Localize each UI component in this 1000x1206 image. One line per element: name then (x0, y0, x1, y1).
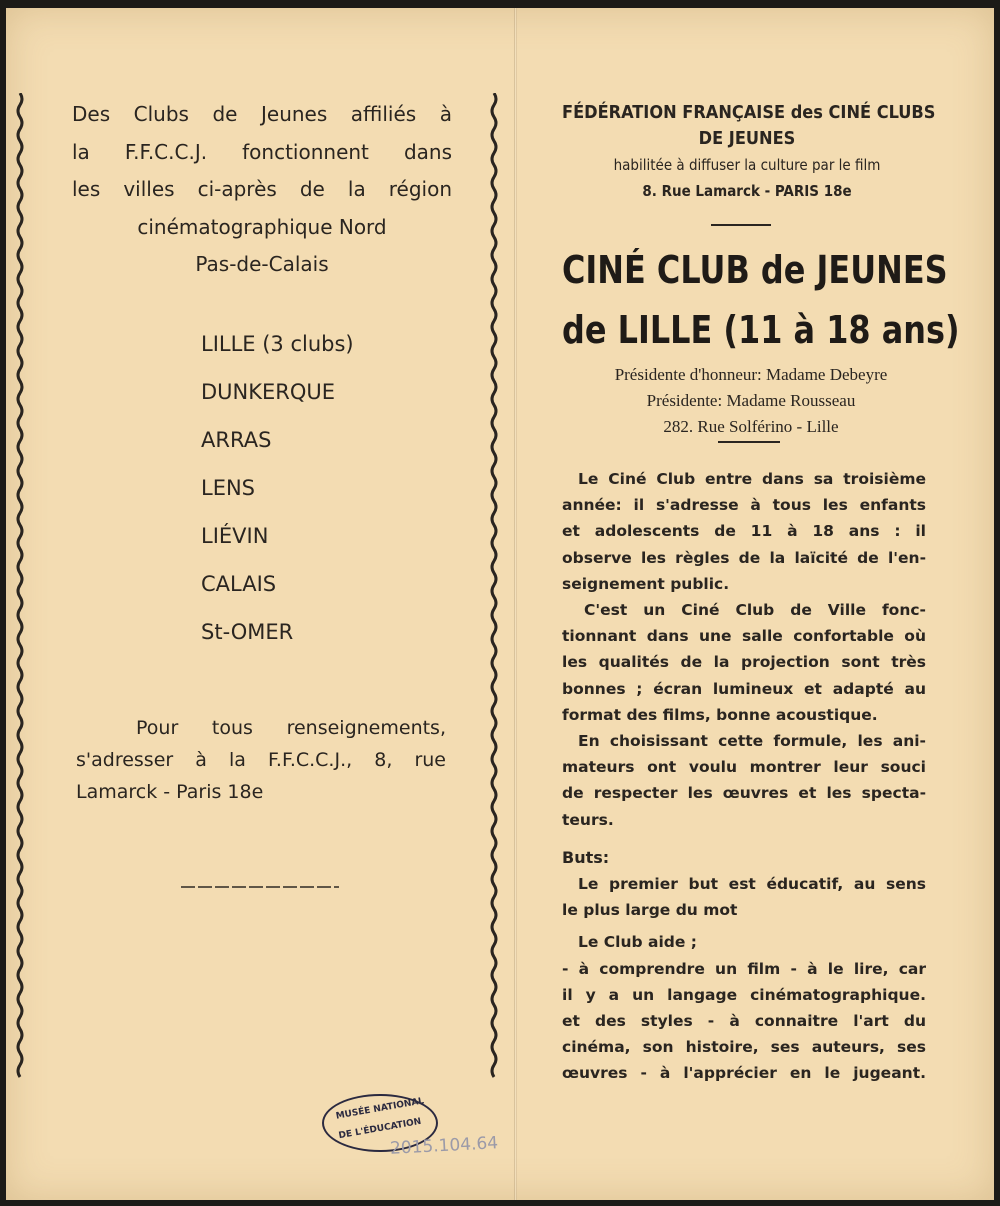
goals-line: cinéma, son histoire, ses auteurs, ses (562, 1038, 926, 1057)
body-line: les qualités de la projection sont très (562, 653, 926, 672)
body-line: teurs. (562, 810, 614, 829)
contact-line: s'adresser à la F.F.C.C.J., 8, rue (76, 749, 446, 771)
stamp-line: DE L'ÉDUCATION (337, 1116, 423, 1142)
federation-header (562, 100, 936, 204)
body-line: de respecter les œuvres et les specta- (562, 784, 926, 803)
city-item: CALAIS (201, 572, 277, 596)
city-item: ARRAS (201, 428, 272, 452)
intro-line: Des Clubs de Jeunes affiliés à (72, 102, 452, 126)
affiliated-clubs-intro (72, 96, 452, 284)
city-list (201, 324, 461, 660)
body-line: tionnant dans une salle confortable où (562, 627, 926, 646)
intro-line: cinématographique Nord (137, 214, 387, 239)
federation-line: DE JEUNES (698, 128, 796, 149)
body-line: format des films, bonne acoustique. (562, 705, 878, 724)
goals-line: il y a un langage cinématographique. (562, 985, 926, 1004)
center-wavy-border (490, 93, 498, 1078)
left-wavy-border (16, 93, 24, 1078)
body-line: observe les règles de la laïcité de l'en- (562, 548, 926, 567)
intro-line: la F.F.C.C.J. fonctionnent dans (72, 139, 452, 164)
federation-address: 8. Rue Lamarck - PARIS 18e (642, 182, 852, 200)
leaflet-sheet (6, 8, 994, 1200)
officer-line: Présidente: Madame Rousseau (646, 391, 856, 410)
stamp-line: MUSÉE NATIONAL (335, 1096, 425, 1122)
contact-line: Pour tous renseignements, (136, 717, 446, 739)
title-line: de LILLE (11 à 18 ans) (562, 308, 960, 352)
body-line: C'est un Ciné Club de Ville fonc- (584, 601, 926, 620)
header-divider (711, 224, 771, 226)
club-description (562, 466, 926, 1087)
city-item: DUNKERQUE (201, 380, 336, 404)
center-fold (514, 8, 517, 1200)
inventory-number: 2015.104.64 (389, 1133, 499, 1159)
body-line: En choisissant cette formule, les ani- (578, 732, 926, 751)
goals-line: - à comprendre un film - à le lire, car (562, 959, 926, 978)
contact-info (76, 712, 446, 808)
body-line: seignement public. (562, 574, 730, 593)
goals-line: Le Club aide ; (578, 933, 697, 952)
club-title (562, 240, 960, 360)
body-line: année: il s'adresse à tous les enfants (562, 496, 926, 515)
goals-line: Le premier but est éducatif, au sens (578, 875, 926, 894)
body-line: Le Ciné Club entre dans sa troisième (578, 470, 926, 488)
club-officers (566, 362, 936, 440)
address-underline (718, 441, 780, 443)
goals-heading: Buts: (562, 847, 610, 867)
body-line: bonnes ; écran lumineux et adapté au (562, 679, 926, 698)
goals-line: et des styles - à connaitre l'art du (562, 1012, 926, 1031)
federation-subtitle: habilitée à diffuser la culture par le film (613, 156, 881, 174)
body-line: mateurs ont voulu montrer leur souci (562, 758, 926, 777)
goals-line: le plus large du mot (562, 901, 738, 920)
city-item: St-OMER (201, 620, 294, 644)
title-line: CINÉ CLUB de JEUNES (562, 248, 948, 292)
city-item: LENS (201, 476, 256, 500)
officer-line: 282. Rue Solférino - Lille (663, 417, 839, 436)
city-item: LIÉVIN (201, 524, 269, 548)
intro-line: les villes ci-après de la région (72, 177, 452, 201)
goals-line: œuvres - à l'apprécier en le jugeant. (562, 1064, 926, 1083)
intro-line: Pas-de-Calais (195, 252, 329, 276)
body-line: et adolescents de 11 à 18 ans : il (562, 522, 926, 541)
city-item: LILLE (3 clubs) (201, 332, 354, 356)
officer-line: Présidente d'honneur: Madame Debeyre (614, 365, 888, 384)
dashed-divider (181, 886, 339, 888)
federation-line: FÉDÉRATION FRANÇAISE des CINÉ CLUBS (562, 102, 936, 123)
contact-line: Lamarck - Paris 18e (76, 781, 264, 803)
